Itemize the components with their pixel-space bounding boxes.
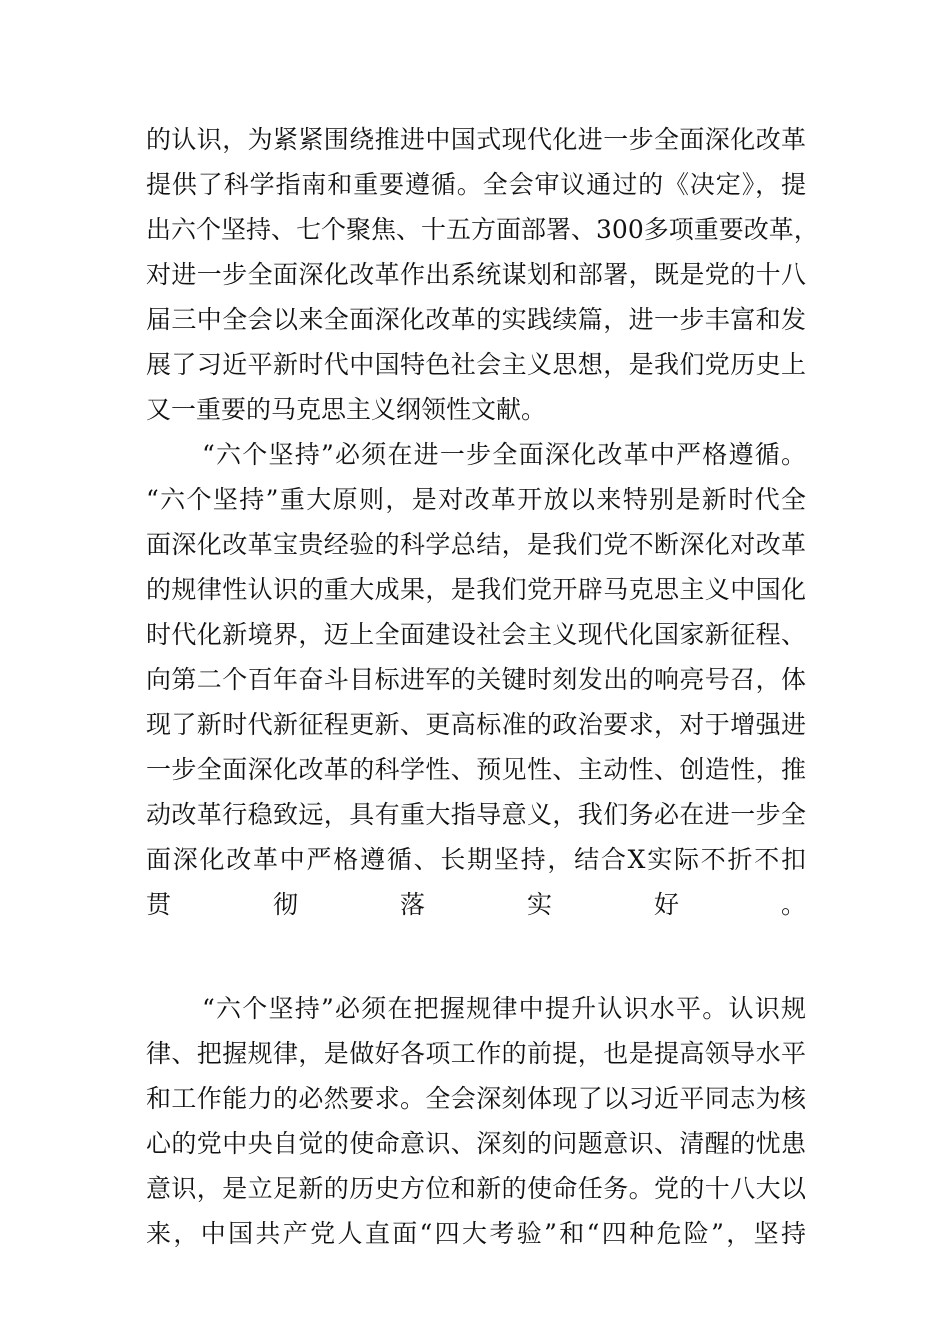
body-text	[146, 117, 819, 1256]
paragraph	[146, 117, 819, 432]
text-line: 出六个坚持、七个聚焦、十五方面部署、300多项重要改革，	[146, 215, 819, 244]
text-line: 提供了科学指南和重要遵循。全会审议通过的《决定》，提	[146, 170, 806, 199]
text-line: 一步全面深化改革的科学性、预见性、主动性、创造性，推	[146, 755, 806, 784]
text-line: 又一重要的马克思主义纲领性文献。	[146, 395, 547, 424]
text-line: 律、把握规律，是做好各项工作的前提，也是提高领导水平	[146, 1039, 806, 1068]
text-line: “六个坚持”必须在进一步全面深化改革中严格遵循。	[202, 440, 806, 469]
paragraph-gap	[146, 972, 806, 986]
text-line: 的认识，为紧紧围绕推进中国式现代化进一步全面深化改革	[146, 125, 806, 154]
text-line: 展了习近平新时代中国特色社会主义思想，是我们党历史上	[146, 350, 806, 379]
text-line: 来，中国共产党人直面“四大考验”和“四种危险”，坚持	[146, 1219, 807, 1248]
text-line: 的规律性认识的重大成果，是我们党开辟马克思主义中国化	[146, 575, 806, 604]
text-line: 和工作能力的必然要求。全会深刻体现了以习近平同志为核	[146, 1084, 806, 1113]
text-line: 届三中全会以来全面深化改革的实践续篇，进一步丰富和发	[146, 305, 806, 334]
paragraph	[146, 986, 806, 1256]
text-line: 对进一步全面深化改革作出系统谋划和部署，既是党的十八	[146, 260, 806, 289]
text-line: “六个坚持”重大原则，是对改革开放以来特别是新时代全	[146, 485, 806, 514]
text-line: 现了新时代新征程更新、更高标准的政治要求，对于增强进	[146, 710, 806, 739]
text-line: 面深化改革中严格遵循、长期坚持，结合X实际不折不扣	[146, 845, 806, 874]
text-line: 时代化新境界，迈上全面建设社会主义现代化国家新征程、	[146, 620, 806, 649]
text-line: 动改革行稳致远，具有重大指导意义，我们务必在进一步全	[146, 800, 806, 829]
text-line: 向第二个百年奋斗目标进军的关键时刻发出的响亮号召，体	[146, 665, 806, 694]
text-line: 意识，是立足新的历史方位和新的使命任务。党的十八大以	[146, 1174, 806, 1203]
text-line: “六个坚持”必须在把握规律中提升认识水平。认识规	[202, 994, 806, 1023]
text-line: 心的党中央自觉的使命意识、深刻的问题意识、清醒的忧患	[146, 1129, 806, 1158]
text-line: 贯彻落实好。	[146, 890, 806, 919]
paragraph	[146, 432, 806, 972]
text-line: 面深化改革宝贵经验的科学总结，是我们党不断深化对改革	[146, 530, 806, 559]
text-line	[146, 927, 806, 972]
